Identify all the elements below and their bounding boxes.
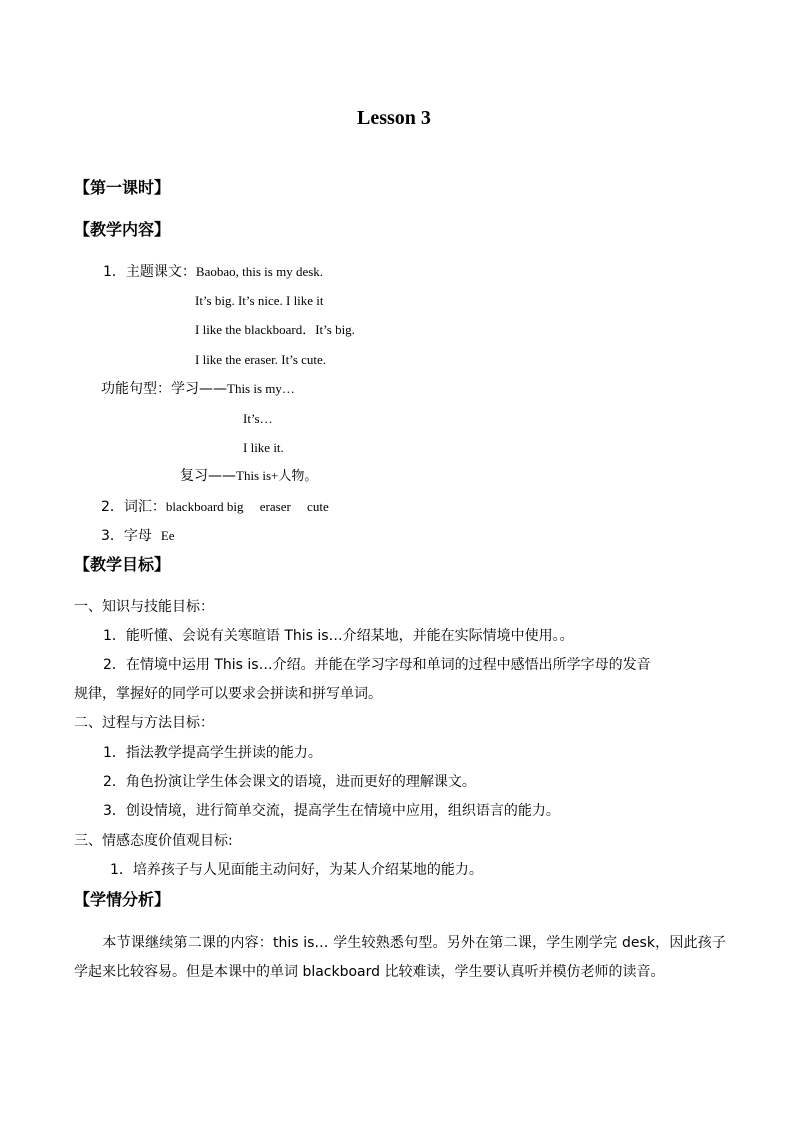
text-line-4: I like the eraser. It’s cute. <box>195 352 327 367</box>
review-label: 复习—— <box>180 468 236 484</box>
content-item-3 <box>101 528 175 544</box>
objective-2-3: 3．创设情境，进行简单交流，提高学生在情境中应用，组织语言的能力。 <box>103 803 560 819</box>
objective-group-3: 三、情感态度价值观目标: <box>74 833 233 849</box>
text-line-2: It’s big. It’s nice. I like it <box>195 293 324 308</box>
objective-1-2: 2．在情境中运用 This is…介绍。并能在学习字母和单词的过程中感悟出所学字母的发音 <box>103 657 651 673</box>
objective-1-1: 1．能听懂、会说有关寒暄语 This is…介绍某地，并能在实际情境中使用。。 <box>103 628 574 644</box>
function-line-2: It’s… <box>243 411 273 426</box>
objective-group-2: 二、过程与方法目标： <box>74 715 214 731</box>
vocabulary-label: 2．词汇： <box>101 499 166 515</box>
objective-3-1: 1．培养孩子与人见面能主动问好，为某人介绍某地的能力。 <box>110 862 483 878</box>
section-heading-objectives: 【教学目标】 <box>74 555 171 574</box>
content-item-1-text: Baobao, this is my desk. <box>195 264 324 279</box>
letters-label: 3．字母 <box>101 528 161 544</box>
objective-1-2-continued: 规律，掌握好的同学可以要求会拼读和拼写单词。 <box>74 686 382 702</box>
section-heading-content: 【教学内容】 <box>74 220 171 239</box>
objective-group-1: 一、知识与技能目标： <box>74 599 214 615</box>
function-sentence-label: 功能句型：学习—— <box>101 381 227 397</box>
section-heading-first-lesson: 【第一课时】 <box>74 178 171 197</box>
letters-text: Ee <box>160 528 175 543</box>
function-sentence <box>101 381 295 397</box>
section-heading-analysis: 【学情分析】 <box>74 890 171 909</box>
content-item-2 <box>101 499 329 515</box>
content-item-1-label: 1．主题课文： <box>103 264 196 280</box>
review-sentence <box>180 468 317 484</box>
analysis-paragraph: 本节课继续第二课的内容：this is… 学生较熟悉句型。另外在第二课，学生刚学完 desk，因此孩子学起来比较容易。但是本课中的单词 blackboard 比较难读，学生要认真听并模仿老师的读音。 <box>74 935 726 980</box>
review-text: This is+人物。 <box>236 468 318 483</box>
objective-2-1: 1．指法教学提高学生拼读的能力。 <box>103 745 322 761</box>
objective-2-2: 2．角色扮演让学生体会课文的语境，进而更好的理解课文。 <box>103 774 476 790</box>
vocabulary-text: blackboard big eraser cute <box>165 499 329 514</box>
content-item-1 <box>103 264 323 280</box>
text-line-3: I like the blackboard．It’s big. <box>195 322 355 337</box>
page-title: Lesson 3 <box>357 107 431 129</box>
function-line-3: I like it. <box>243 440 284 455</box>
function-sentence-text: This is my… <box>227 381 295 396</box>
